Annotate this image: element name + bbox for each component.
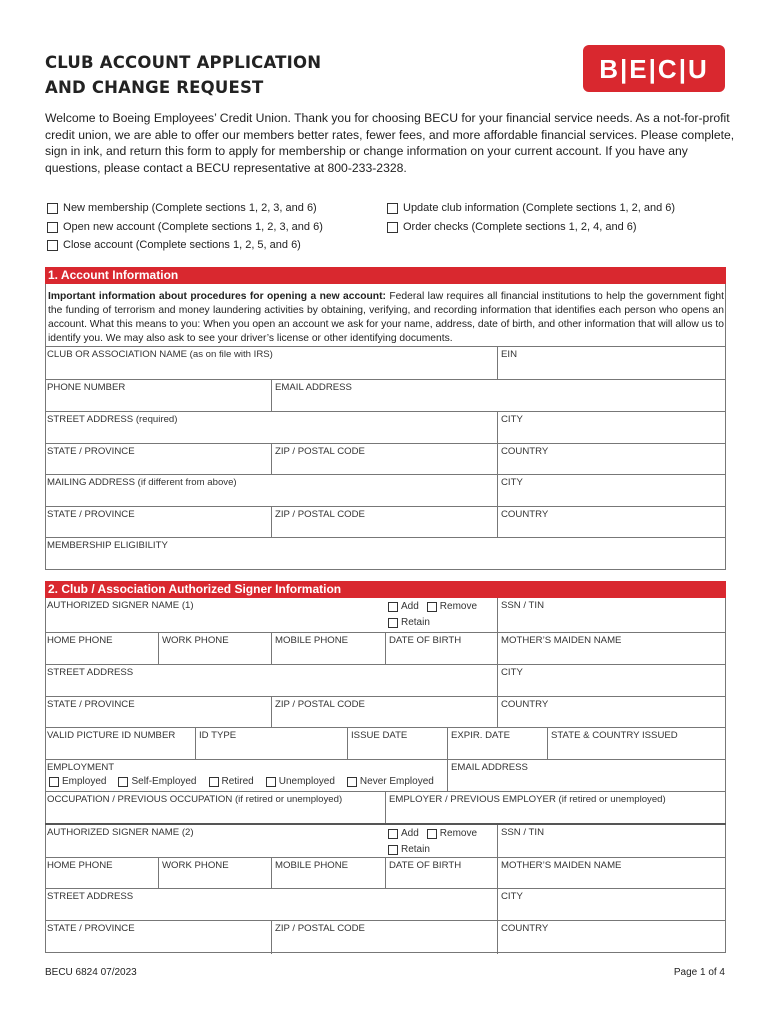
- field-label: OCCUPATION / PREVIOUS OCCUPATION (if retired or unemployed): [47, 794, 343, 805]
- field-label: STREET ADDRESS (required): [47, 414, 178, 425]
- signer1-name-field[interactable]: [45, 598, 385, 632]
- signer2-ssn-field[interactable]: [497, 825, 726, 859]
- signer1-state-country-issued[interactable]: [547, 728, 726, 760]
- checkbox[interactable]: [47, 240, 58, 251]
- option-update-club[interactable]: [387, 202, 675, 214]
- row-mailing: [45, 474, 726, 507]
- field-label: SSN / TIN: [501, 827, 545, 838]
- employment-self-employed[interactable]: [118, 776, 196, 787]
- field-label: ID TYPE: [199, 730, 237, 741]
- field-label: PHONE NUMBER: [47, 382, 126, 393]
- checkbox[interactable]: [47, 203, 58, 214]
- field-label: AUTHORIZED SIGNER NAME (1): [47, 600, 194, 611]
- field-label: CITY: [501, 414, 523, 425]
- field-label: COUNTRY: [501, 923, 549, 934]
- signer1-dob[interactable]: [385, 633, 497, 665]
- mailing-field[interactable]: [45, 475, 497, 507]
- row-signer1-street: [45, 664, 726, 697]
- field-label: COUNTRY: [501, 509, 549, 520]
- signer2-add[interactable]: [388, 828, 419, 839]
- chk-label: Retain: [401, 844, 430, 855]
- country-field[interactable]: [497, 444, 726, 475]
- checkbox[interactable]: [387, 222, 398, 233]
- phone-field[interactable]: [45, 380, 271, 412]
- field-label: MOTHER’S MAIDEN NAME: [501, 860, 622, 871]
- chk-label: Retain: [401, 617, 430, 628]
- row-state: [45, 443, 726, 475]
- section2-heading-text: 2. Club / Association Authorized Signer Information: [48, 582, 342, 596]
- field-label: WORK PHONE: [162, 635, 229, 646]
- field-label: CITY: [501, 477, 523, 488]
- zip-field[interactable]: [271, 444, 497, 475]
- signer1-work-phone[interactable]: [158, 633, 271, 665]
- intro-paragraph: Welcome to Boeing Employees’ Credit Union. Thank you for choosing BECU for your financial service needs. As a not-for-profit credit union, we are able to offer our members better rates, fewer fees, and more affordable financial services. Please complete, sign in ink, and return this form to apply for membership or change information on your current account. If you have any questions, please contact a BECU representative at 800-233-2328.: [45, 111, 735, 175]
- eligibility-field[interactable]: [45, 538, 726, 571]
- signer2-action: [385, 825, 497, 859]
- employment-unemployed[interactable]: [266, 776, 335, 787]
- row-street: [45, 411, 726, 444]
- field-label: CITY: [501, 667, 523, 678]
- field-label: STREET ADDRESS: [47, 667, 134, 678]
- row-eligibility: [45, 537, 726, 571]
- signer1-occupation[interactable]: [45, 792, 385, 824]
- signer1-remove[interactable]: [427, 601, 477, 612]
- field-label: ZIP / POSTAL CODE: [275, 509, 365, 520]
- mailing-city-field[interactable]: [497, 475, 726, 507]
- form-number: BECU 6824 07/2023: [45, 967, 137, 978]
- signer2-dob[interactable]: [385, 858, 497, 889]
- signer1-zip[interactable]: [271, 697, 497, 728]
- option-new-membership[interactable]: [47, 202, 317, 214]
- signer1-maiden[interactable]: [497, 633, 726, 665]
- field-label: SSN / TIN: [501, 600, 545, 611]
- field-label: CLUB OR ASSOCIATION NAME (as on file with IRS): [47, 349, 273, 360]
- signer2-street[interactable]: [45, 889, 497, 921]
- field-label: ZIP / POSTAL CODE: [275, 699, 365, 710]
- signer1-add[interactable]: [388, 601, 419, 612]
- chk-label: Employed: [62, 776, 107, 787]
- chk-label: Add: [401, 601, 419, 612]
- field-label: EMPLOYER / PREVIOUS EMPLOYER (if retired or unemployed): [389, 794, 666, 805]
- field-label: MOBILE PHONE: [275, 860, 349, 871]
- signer1-expir-date[interactable]: [447, 728, 547, 760]
- signer2-country[interactable]: [497, 921, 726, 954]
- row-mailing-state: [45, 506, 726, 538]
- checkbox[interactable]: [387, 203, 398, 214]
- signer1-id-type[interactable]: [195, 728, 347, 760]
- field-label: DATE OF BIRTH: [389, 860, 462, 871]
- signer1-city[interactable]: [497, 665, 726, 697]
- employment-never-employed[interactable]: [347, 776, 434, 787]
- chk-label: Retired: [221, 776, 254, 787]
- option-label: Order checks (Complete sections 1, 2, 4, and 6): [403, 221, 637, 233]
- important-notice-text: Federal law requires all financial institutions to help the government fight the funding of terrorism and money laundering activities by obtaining, verifying, and recording information that identifies each person who opens an account. What this means to you: When you open an account we ask for your name, address, date of birth, and other information that will allow us to identify you. We may also ask to see your driver’s license or other identifying documents.: [48, 291, 724, 344]
- signer2-mobile-phone[interactable]: [271, 858, 385, 889]
- field-label: STATE / PROVINCE: [47, 446, 135, 457]
- field-label: ZIP / POSTAL CODE: [275, 446, 365, 457]
- mailing-zip-field[interactable]: [271, 507, 497, 538]
- field-label: MAILING ADDRESS (if different from above): [47, 477, 237, 488]
- email-field[interactable]: [271, 380, 726, 412]
- section2-heading: [45, 581, 726, 598]
- employment-employed[interactable]: [49, 776, 106, 787]
- signer1-retain[interactable]: [388, 617, 494, 628]
- signer1-ssn-field[interactable]: [497, 598, 726, 632]
- field-label: ISSUE DATE: [351, 730, 408, 741]
- field-label: STATE & COUNTRY ISSUED: [551, 730, 678, 741]
- field-label: WORK PHONE: [162, 860, 229, 871]
- signer1-email[interactable]: [447, 760, 726, 792]
- signer2-name-field[interactable]: [45, 825, 385, 859]
- form-title: [45, 50, 321, 100]
- row-signer1-employment: [45, 759, 726, 792]
- field-label: MOTHER’S MAIDEN NAME: [501, 635, 622, 646]
- mailing-state-field[interactable]: [45, 507, 271, 538]
- field-label: MOBILE PHONE: [275, 635, 349, 646]
- svg-text:B|E|C|U: B|E|C|U: [599, 54, 709, 84]
- field-label: EMPLOYMENT: [47, 762, 115, 773]
- chk-label: Self-Employed: [131, 776, 197, 787]
- signer1-home-phone[interactable]: [45, 633, 158, 665]
- checkbox[interactable]: [47, 222, 58, 233]
- row-signer1-occupation: [45, 791, 726, 824]
- option-label: Close account (Complete sections 1, 2, 5, and 6): [63, 239, 301, 251]
- field-label: CITY: [501, 891, 523, 902]
- row-club-name: [45, 346, 726, 380]
- ein-field[interactable]: [497, 347, 726, 380]
- chk-label: Add: [401, 828, 419, 839]
- row-signer2-phones: [45, 857, 726, 889]
- signer2-home-phone[interactable]: [45, 858, 158, 889]
- chk-label: Remove: [439, 601, 478, 612]
- form-title-line2: AND CHANGE REQUEST: [45, 78, 264, 97]
- signer2-remove[interactable]: [427, 828, 477, 839]
- field-label: STATE / PROVINCE: [47, 923, 135, 934]
- field-label: HOME PHONE: [47, 860, 113, 871]
- chk-label: Remove: [439, 828, 478, 839]
- option-open-account[interactable]: [47, 221, 323, 233]
- important-notice-bold: Important information about procedures for opening a new account:: [48, 291, 386, 302]
- row-signer1-id: [45, 727, 726, 760]
- field-label: EMAIL ADDRESS: [275, 382, 352, 393]
- important-notice: [48, 290, 724, 346]
- row-signer2-state: [45, 920, 726, 954]
- row-signer2-street: [45, 888, 726, 921]
- field-label: EMAIL ADDRESS: [451, 762, 528, 773]
- city-field[interactable]: [497, 412, 726, 444]
- chk-label: Never Employed: [359, 776, 434, 787]
- signer1-issue-date[interactable]: [347, 728, 447, 760]
- signer1-mobile-phone[interactable]: [271, 633, 385, 665]
- field-label: AUTHORIZED SIGNER NAME (2): [47, 827, 194, 838]
- field-label: STATE / PROVINCE: [47, 699, 135, 710]
- signer2-maiden[interactable]: [497, 858, 726, 889]
- row-signer1-state: [45, 696, 726, 728]
- option-label: New membership (Complete sections 1, 2, 3, and 6): [63, 202, 317, 214]
- field-label: ZIP / POSTAL CODE: [275, 923, 365, 934]
- club-name-field[interactable]: [45, 347, 497, 380]
- signer2-city[interactable]: [497, 889, 726, 921]
- field-label: EIN: [501, 349, 517, 360]
- field-label: COUNTRY: [501, 446, 549, 457]
- row-signer1-phones: [45, 632, 726, 665]
- option-close-account[interactable]: [47, 239, 301, 251]
- field-label: STREET ADDRESS: [47, 891, 134, 902]
- street-field[interactable]: [45, 412, 497, 444]
- field-label: EXPIR. DATE: [451, 730, 510, 741]
- signer1-country[interactable]: [497, 697, 726, 728]
- becu-logo: [583, 45, 725, 92]
- signer1-employment: [45, 760, 447, 792]
- field-label: STATE / PROVINCE: [47, 509, 135, 520]
- employment-retired[interactable]: [209, 776, 254, 787]
- chk-label: Unemployed: [278, 776, 335, 787]
- field-label: DATE OF BIRTH: [389, 635, 462, 646]
- option-label: Update club information (Complete sections 1, 2, and 6): [403, 202, 676, 214]
- form-title-line1: CLUB ACCOUNT APPLICATION: [45, 53, 322, 72]
- field-label: VALID PICTURE ID NUMBER: [47, 730, 176, 741]
- signer1-street[interactable]: [45, 665, 497, 697]
- option-order-checks[interactable]: [387, 221, 637, 233]
- field-label: COUNTRY: [501, 699, 549, 710]
- signer2-zip[interactable]: [271, 921, 497, 954]
- field-label: MEMBERSHIP ELIGIBILITY: [47, 540, 168, 551]
- row-signer2-name: [45, 823, 726, 859]
- signer2-retain[interactable]: [388, 844, 494, 855]
- row-signer1-name: [45, 598, 726, 632]
- row-phone-email: [45, 379, 726, 412]
- state-field[interactable]: [45, 444, 271, 475]
- field-label: HOME PHONE: [47, 635, 113, 646]
- signer1-picture-id[interactable]: [45, 728, 195, 760]
- page-number: Page 1 of 4: [673, 967, 725, 978]
- signer1-employer[interactable]: [385, 792, 726, 824]
- option-label: Open new account (Complete sections 1, 2, 3, and 6): [63, 221, 323, 233]
- signer1-action: [385, 598, 497, 632]
- section1-heading: [45, 267, 726, 284]
- mailing-country-field[interactable]: [497, 507, 726, 538]
- section1-heading-text: 1. Account Information: [48, 268, 179, 282]
- signer2-state[interactable]: [45, 921, 271, 954]
- signer2-work-phone[interactable]: [158, 858, 271, 889]
- signer1-state[interactable]: [45, 697, 271, 728]
